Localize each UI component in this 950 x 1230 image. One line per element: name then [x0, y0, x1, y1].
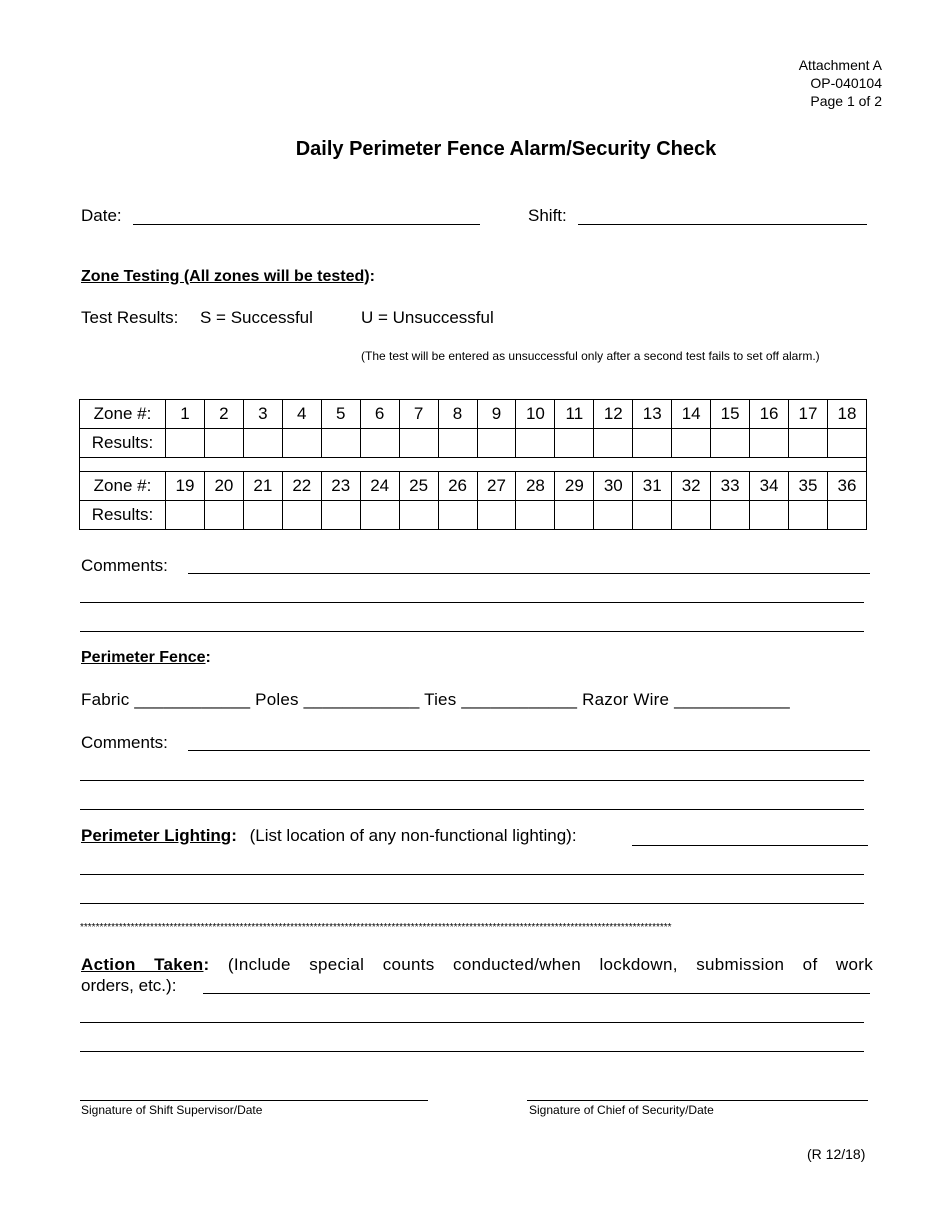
heading-colon: :	[203, 955, 210, 974]
results-row-1	[80, 429, 867, 458]
result-cell[interactable]	[204, 429, 243, 458]
result-cell[interactable]	[243, 429, 282, 458]
perimeter-fence-heading	[81, 649, 211, 667]
result-cell[interactable]	[633, 501, 672, 530]
results-row-2	[80, 501, 867, 530]
perimeter-lighting-heading: Perimeter Lighting	[81, 826, 232, 845]
lighting-field-line-3[interactable]	[80, 903, 864, 904]
result-cell[interactable]	[282, 501, 321, 530]
zone-number: 33	[711, 472, 750, 501]
zone-number: 27	[477, 472, 516, 501]
result-cell[interactable]	[360, 501, 399, 530]
zone-label: Zone #:	[80, 400, 166, 429]
result-cell[interactable]	[166, 429, 205, 458]
zone-number: 31	[633, 472, 672, 501]
perimeter-fence-heading-text: Perimeter Fence	[81, 649, 206, 666]
result-cell[interactable]	[711, 501, 750, 530]
zone-results-table	[79, 399, 867, 530]
ties-field[interactable]: ____________	[461, 690, 578, 709]
zone-number: 34	[750, 472, 789, 501]
perimeter-lighting-row	[81, 826, 577, 846]
attachment-label: Attachment A	[798, 57, 882, 73]
test-note: (The test will be entered as unsuccessful only after a second test fails to set off alarm.)	[361, 349, 820, 363]
zone-number: 4	[282, 400, 321, 429]
zone-number: 26	[438, 472, 477, 501]
zone-comments-line-2[interactable]	[80, 602, 864, 603]
zone-number: 36	[827, 472, 866, 501]
document-header	[682, 56, 882, 110]
supervisor-signature-line[interactable]	[80, 1100, 428, 1101]
result-cell[interactable]	[321, 429, 360, 458]
action-taken-instruction: (Include special counts conducted/when lockdown, submission of work	[227, 955, 873, 974]
zone-number: 8	[438, 400, 477, 429]
zone-testing-heading-text: Zone Testing (All zones will be tested)	[81, 268, 370, 285]
zone-number: 24	[360, 472, 399, 501]
result-cell[interactable]	[594, 429, 633, 458]
zone-comments-line-1[interactable]	[188, 573, 870, 574]
test-results-label: Test Results:	[81, 308, 179, 327]
zone-number: 29	[555, 472, 594, 501]
fence-comments-line-1[interactable]	[188, 750, 870, 751]
lighting-field-line-2[interactable]	[80, 874, 864, 875]
zone-number: 1	[166, 400, 205, 429]
zone-number: 15	[711, 400, 750, 429]
poles-label: Poles	[255, 690, 299, 709]
action-taken-heading: Action Taken	[81, 955, 204, 974]
zone-number: 6	[360, 400, 399, 429]
action-taken-line-1	[81, 955, 873, 975]
zone-number: 3	[243, 400, 282, 429]
result-cell[interactable]	[789, 429, 828, 458]
zone-number: 14	[672, 400, 711, 429]
zone-number-row-2	[80, 472, 867, 501]
razor-wire-label: Razor Wire	[582, 690, 670, 709]
zone-number: 2	[204, 400, 243, 429]
result-cell[interactable]	[321, 501, 360, 530]
lighting-instruction: (List location of any non-functional lighting):	[249, 826, 577, 845]
result-cell[interactable]	[282, 429, 321, 458]
razor-wire-field[interactable]: ____________	[674, 690, 790, 709]
result-cell[interactable]	[166, 501, 205, 530]
zone-testing-heading	[81, 268, 375, 286]
zone-comments-label: Comments:	[81, 556, 168, 575]
result-cell[interactable]	[594, 501, 633, 530]
zone-number: 10	[516, 400, 555, 429]
separator: ********************************************************************************************************************************************************	[80, 922, 672, 933]
zone-number: 17	[789, 400, 828, 429]
result-cell[interactable]	[555, 429, 594, 458]
heading-colon: :	[231, 826, 237, 845]
unsuccessful-legend: U = Unsuccessful	[361, 308, 494, 327]
zone-number: 16	[750, 400, 789, 429]
zone-number: 32	[672, 472, 711, 501]
zone-number: 25	[399, 472, 438, 501]
shift-field[interactable]	[578, 224, 867, 225]
action-field-line-3[interactable]	[80, 1051, 864, 1052]
zone-number: 7	[399, 400, 438, 429]
zone-number: 19	[166, 472, 205, 501]
zone-number: 5	[321, 400, 360, 429]
result-cell[interactable]	[555, 501, 594, 530]
action-taken-line-2: orders, etc.):	[81, 976, 177, 995]
result-cell[interactable]	[750, 429, 789, 458]
fence-comments-line-2[interactable]	[80, 780, 864, 781]
ties-label: Ties	[424, 690, 457, 709]
zone-number: 11	[555, 400, 594, 429]
shift-label: Shift:	[528, 206, 567, 225]
date-field[interactable]	[133, 224, 480, 225]
result-cell[interactable]	[672, 429, 711, 458]
zone-number: 35	[789, 472, 828, 501]
result-cell[interactable]	[204, 501, 243, 530]
result-cell[interactable]	[750, 501, 789, 530]
zone-label: Zone #:	[80, 472, 166, 501]
page-number: Page 1 of 2	[810, 93, 882, 109]
successful-legend: S = Successful	[200, 308, 313, 327]
result-cell[interactable]	[399, 501, 438, 530]
result-cell[interactable]	[672, 501, 711, 530]
zone-number: 9	[477, 400, 516, 429]
result-cell[interactable]	[438, 501, 477, 530]
page-title: Daily Perimeter Fence Alarm/Security Check	[295, 138, 717, 160]
zone-number: 12	[594, 400, 633, 429]
action-field-line-2[interactable]	[80, 1022, 864, 1023]
fabric-label: Fabric	[81, 690, 130, 709]
fence-comments-label: Comments:	[81, 733, 168, 752]
revision-label: (R 12/18)	[807, 1146, 866, 1162]
result-cell[interactable]	[438, 429, 477, 458]
result-cell[interactable]	[827, 501, 866, 530]
zone-number: 30	[594, 472, 633, 501]
fence-comments-line-3[interactable]	[80, 809, 864, 810]
zone-number: 21	[243, 472, 282, 501]
doc-number: OP-040104	[810, 75, 882, 91]
zone-number: 18	[827, 400, 866, 429]
result-cell[interactable]	[711, 429, 750, 458]
zone-number: 23	[321, 472, 360, 501]
zone-number: 22	[282, 472, 321, 501]
results-label: Results:	[80, 429, 166, 458]
table-spacer-row	[80, 458, 867, 472]
spacer-cell	[80, 458, 867, 472]
poles-field[interactable]: ____________	[303, 690, 420, 709]
heading-colon: :	[369, 268, 375, 285]
chief-signature-line[interactable]	[527, 1100, 868, 1101]
fabric-field[interactable]: ____________	[134, 690, 251, 709]
zone-number: 28	[516, 472, 555, 501]
chief-signature-label: Signature of Chief of Security/Date	[529, 1103, 714, 1117]
fence-checklist	[81, 690, 790, 710]
lighting-field-line-1[interactable]	[632, 845, 868, 846]
result-cell[interactable]	[243, 501, 282, 530]
result-cell[interactable]	[633, 429, 672, 458]
heading-colon: :	[205, 649, 211, 666]
result-cell[interactable]	[516, 429, 555, 458]
zone-number: 13	[633, 400, 672, 429]
result-cell[interactable]	[399, 429, 438, 458]
supervisor-signature-label: Signature of Shift Supervisor/Date	[81, 1103, 263, 1117]
action-field-line-1[interactable]	[203, 993, 870, 994]
result-cell[interactable]	[360, 429, 399, 458]
result-cell[interactable]	[477, 501, 516, 530]
result-cell[interactable]	[789, 501, 828, 530]
results-label: Results:	[80, 501, 166, 530]
result-cell[interactable]	[516, 501, 555, 530]
zone-number-row-1	[80, 400, 867, 429]
date-label: Date:	[81, 206, 122, 225]
result-cell[interactable]	[827, 429, 866, 458]
result-cell[interactable]	[477, 429, 516, 458]
zone-number: 20	[204, 472, 243, 501]
zone-comments-line-3[interactable]	[80, 631, 864, 632]
